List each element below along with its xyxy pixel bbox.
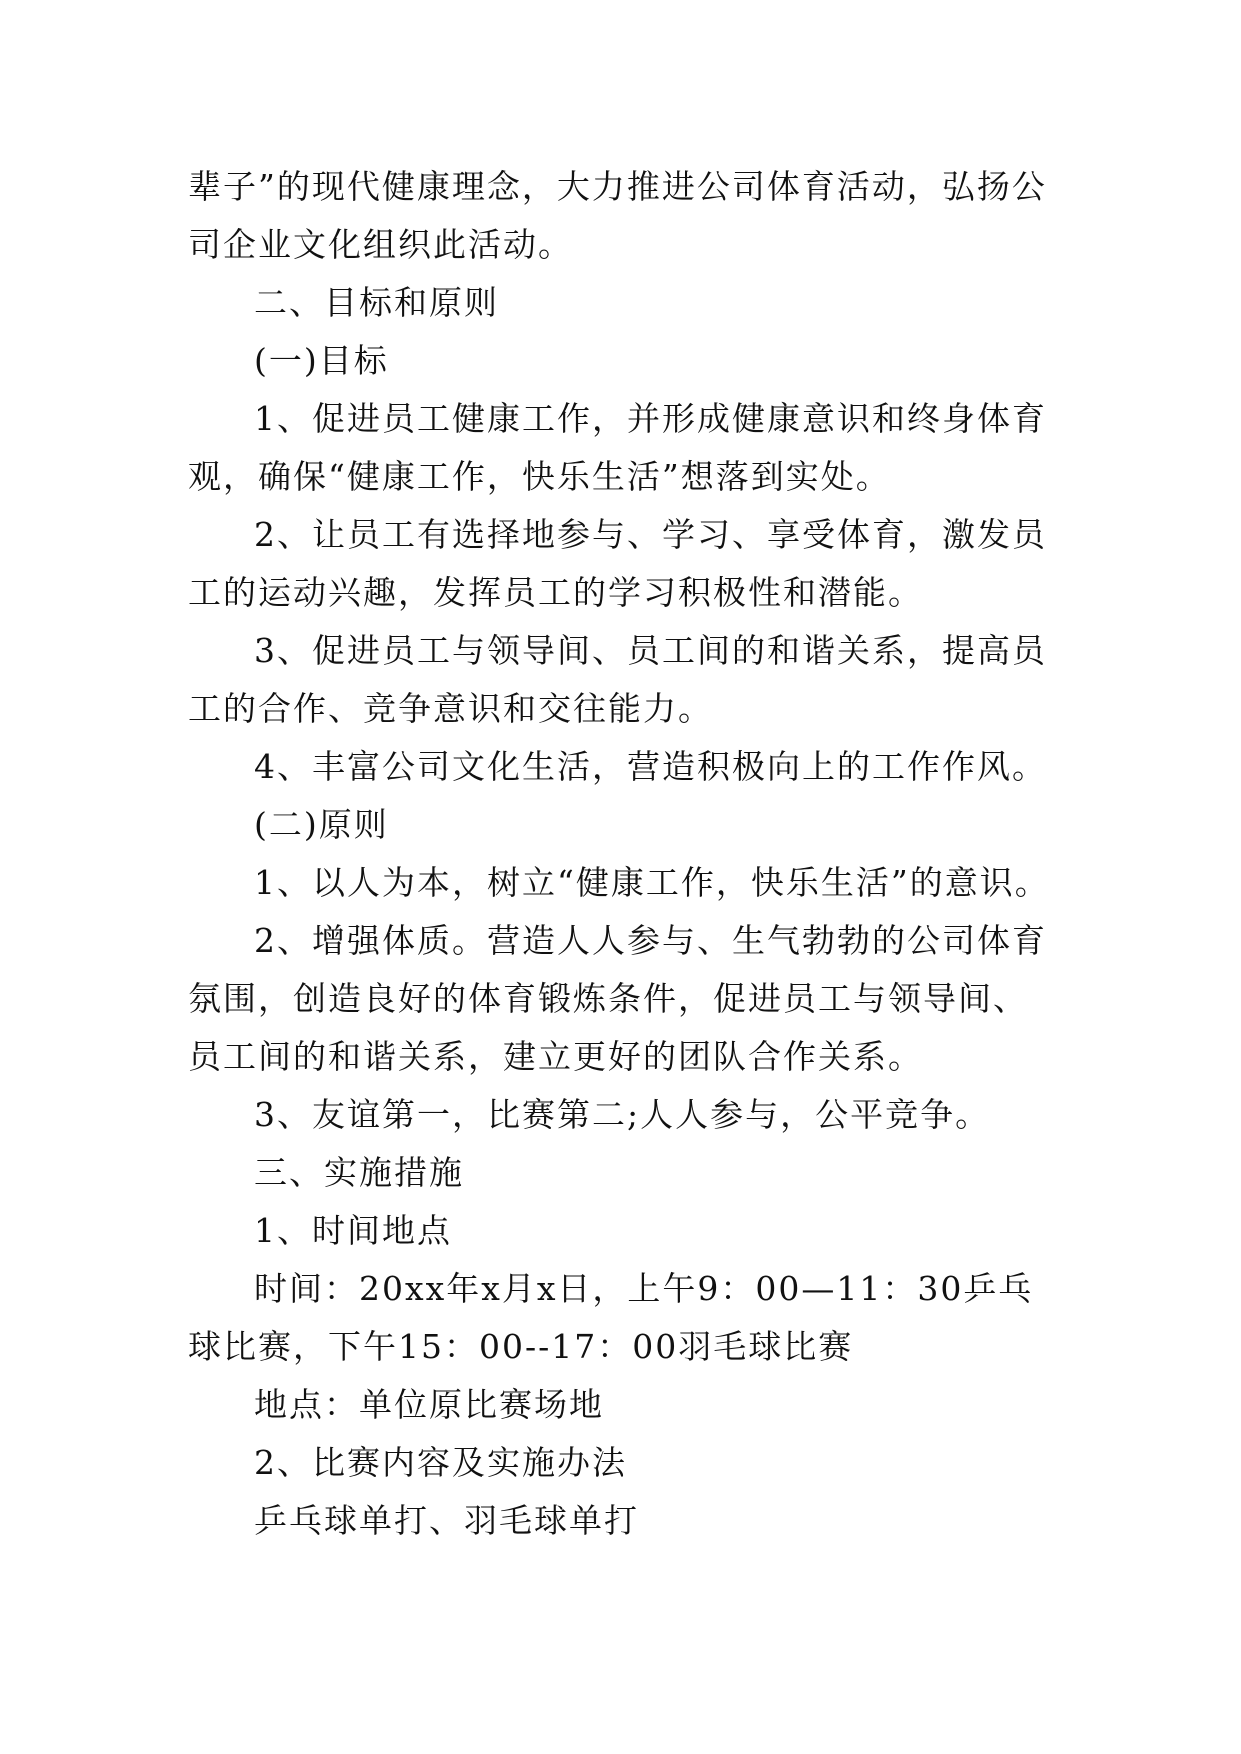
subheading-goals: (一)目标 <box>254 341 389 380</box>
principle-item-1: 1、以人为本，树立“健康工作，快乐生活”的意识。 <box>254 863 1050 902</box>
schedule-location: 地点：单位原比赛场地 <box>254 1385 604 1424</box>
goal-item-4: 4、丰富公司文化生活，营造积极向上的工作作风。 <box>254 747 1047 786</box>
section-heading-goals-principles: 二、目标和原则 <box>254 283 499 322</box>
measure-heading-content: 2、比赛内容及实施办法 <box>254 1443 627 1482</box>
principle-item-2: 2、增强体质。营造人人参与、生气勃勃的公司体育氛围，创造良好的体育锻炼条件，促进员工与领导间、员工间的和谐关系，建立更好的团队合作关系。 <box>188 921 1047 1076</box>
subheading-principles: (二)原则 <box>254 805 389 844</box>
paragraph-intro-continuation: 辈子”的现代健康理念，大力推进公司体育活动，弘扬公司企业文化组织此活动。 <box>188 167 1047 264</box>
goal-item-2: 2、让员工有选择地参与、学习、享受体育，激发员工的运动兴趣，发挥员工的学习积极性和潜能。 <box>188 515 1047 612</box>
schedule-time: 时间：20xx年x月x日，上午9：00—11：30乒乓球比赛，下午15：00--17：00羽毛球比赛 <box>188 1269 1034 1366</box>
document-body <box>188 158 1058 1550</box>
goal-item-1: 1、促进员工健康工作，并形成健康意识和终身体育观，确保“健康工作，快乐生活”想落到实处。 <box>188 399 1047 496</box>
principle-item-3: 3、友谊第一，比赛第二;人人参与，公平竞争。 <box>254 1095 991 1134</box>
measure-heading-time-place: 1、时间地点 <box>254 1211 452 1250</box>
competition-events: 乒乓球单打、羽毛球单打 <box>254 1501 639 1540</box>
section-heading-measures: 三、实施措施 <box>254 1153 464 1192</box>
goal-item-3: 3、促进员工与领导间、员工间的和谐关系，提高员工的合作、竞争意识和交往能力。 <box>188 631 1047 728</box>
